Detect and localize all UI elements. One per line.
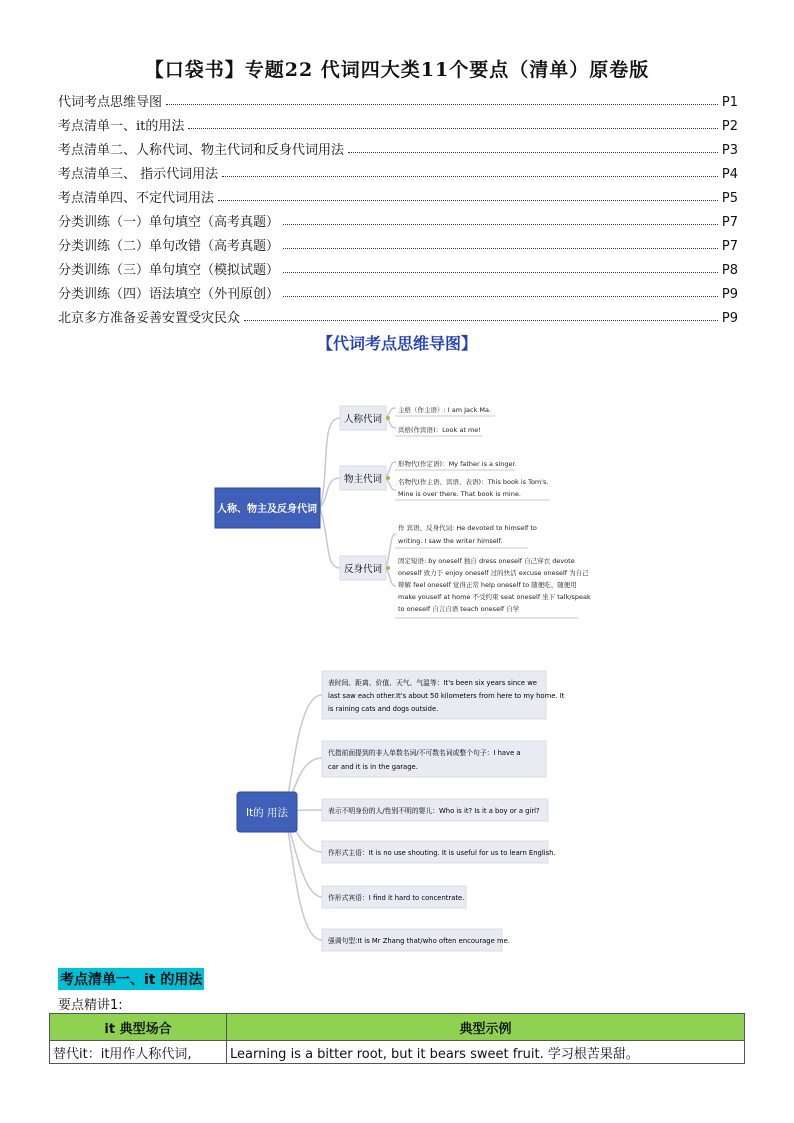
mindmap-heading: 【代词考点思维导图】 — [316, 334, 477, 353]
it-usage-node[interactable] — [322, 741, 546, 777]
toc-label: 分类训练（四）语法填空（外刊原创） — [58, 287, 280, 302]
note-text: 宾格(作宾语)：Look at me! — [398, 426, 481, 434]
note-text: oneself 致力于 enjoy oneself 过的快活 excuse oneself 为自己 — [398, 569, 589, 577]
mindmap2-root-label: It的 用法 — [245, 807, 289, 819]
toc-label: 分类训练（三）单句填空（模拟试题） — [58, 263, 280, 278]
note-text: writing. I saw the writer himself. — [398, 537, 503, 545]
table-header: it 典型场合 — [50, 1014, 227, 1041]
note-text: 辩解 feel oneself 觉得正常 help oneself to 随便吃、随便用 — [398, 581, 577, 589]
toc-page: P1 — [721, 95, 738, 110]
it-usage-text: last saw each other.It's about 50 kilometers from here to my home. It — [328, 692, 565, 700]
note-text: 主格（作主语）: I am Jack Ma. — [398, 406, 492, 414]
note-text: Mine is over there. That book is mine. — [398, 490, 521, 498]
toc-label: 考点清单三、 指示代词用法 — [58, 167, 219, 182]
toc-label: 考点清单一、it的用法 — [58, 119, 185, 134]
it-usage-text: 强调句型:It is Mr Zhang that/who often encourage me. — [328, 937, 510, 945]
table-header-row — [50, 1014, 745, 1041]
branch-node-possessive-pronoun[interactable] — [340, 466, 386, 490]
branch-node-personal-pronoun[interactable] — [340, 406, 386, 430]
note-text: 固定短语: by oneself 独自 dress oneself 自己穿衣 devote — [398, 557, 575, 565]
note-text: 名物代(作主语、宾语、表语)：This book is Tom's. — [398, 478, 549, 486]
table-header: 典型示例 — [227, 1014, 745, 1041]
toc-label: 代词考点思维导图 — [58, 95, 163, 110]
page-title: 【口袋书】专题22 代词四大类11个要点（清单）原卷版 — [144, 59, 650, 81]
toc-label: 考点清单二、人称代词、物主代词和反身代词用法 — [58, 143, 345, 158]
section-subheading: 要点精讲1: — [58, 998, 123, 1013]
branch-label: 人称代词 — [343, 414, 383, 425]
toc-page: P7 — [721, 239, 738, 254]
table-cell: Learning is a bitter root, but it bears sweet fruit. 学习根苦果甜。 — [227, 1041, 745, 1064]
toc-page: P8 — [721, 263, 738, 278]
toc-page: P2 — [721, 119, 738, 134]
it-usage-text: 表示不明身份的人/性别不明的婴儿：Who is it? Is it a boy or a girl? — [328, 807, 540, 815]
it-usage-text: car and it is in the garage. — [328, 763, 418, 771]
it-usage-node[interactable] — [322, 671, 565, 719]
toc-label: 北京多方准备妥善安置受灾民众 — [58, 311, 241, 326]
it-usage-text: is raining cats and dogs outside. — [328, 705, 439, 713]
section-heading: 考点清单一、it 的用法 — [58, 968, 204, 990]
it-usage-text: 作形式宾语：I find it hard to concentrate. — [328, 894, 465, 902]
table-cell: 替代it：it用作人称代词, — [50, 1041, 227, 1064]
it-usage-text: 作形式主语：It is no use shouting. It is useful for us to learn English. — [328, 849, 556, 857]
it-usage-node[interactable] — [322, 799, 548, 821]
branch-label: 物主代词 — [343, 474, 383, 485]
it-usage-text: 表时间、距离、价值、天气、气温等：It's been six years since we — [328, 679, 537, 687]
toc-page: P9 — [721, 287, 738, 302]
table-row — [50, 1041, 745, 1064]
toc-label: 分类训练（一）单句填空（高考真题） — [58, 215, 280, 230]
mindmap1-root-node[interactable] — [215, 488, 320, 528]
note-text: to oneself 自言自语 teach oneself 自学 — [398, 605, 520, 613]
toc-page: P5 — [721, 191, 738, 206]
toc-page: P3 — [721, 143, 738, 158]
note-text: 作 宾语、反身代词: He devoted to himself to — [398, 524, 537, 532]
it-usage-node[interactable] — [322, 841, 556, 863]
toc-page: P9 — [721, 311, 738, 326]
branch-dots — [386, 416, 390, 570]
it-usage-node[interactable] — [322, 886, 466, 908]
it-usage-table — [49, 1013, 745, 1064]
branch-node-reflexive-pronoun[interactable] — [340, 556, 386, 580]
toc-page: P7 — [721, 215, 738, 230]
branch-label: 反身代词 — [343, 564, 383, 575]
mindmap2-root-node[interactable] — [237, 792, 297, 832]
toc-label: 考点清单四、不定代词用法 — [58, 191, 215, 206]
note-text: 形物代(作定语)：My father is a singer. — [398, 460, 517, 468]
toc-label: 分类训练（二）单句改错（高考真题） — [58, 239, 280, 254]
note-text: make youself at home 不受约束 seat oneself 坐下 talk/speak — [398, 593, 591, 601]
toc-page: P4 — [721, 167, 738, 182]
it-usage-text: 代指前面提到的非人单数名词/不可数名词或整个句子：I have a — [328, 749, 521, 757]
it-usage-node[interactable] — [322, 929, 510, 951]
mindmap1-root-label: 人称、物主及反身代词 — [217, 504, 317, 515]
